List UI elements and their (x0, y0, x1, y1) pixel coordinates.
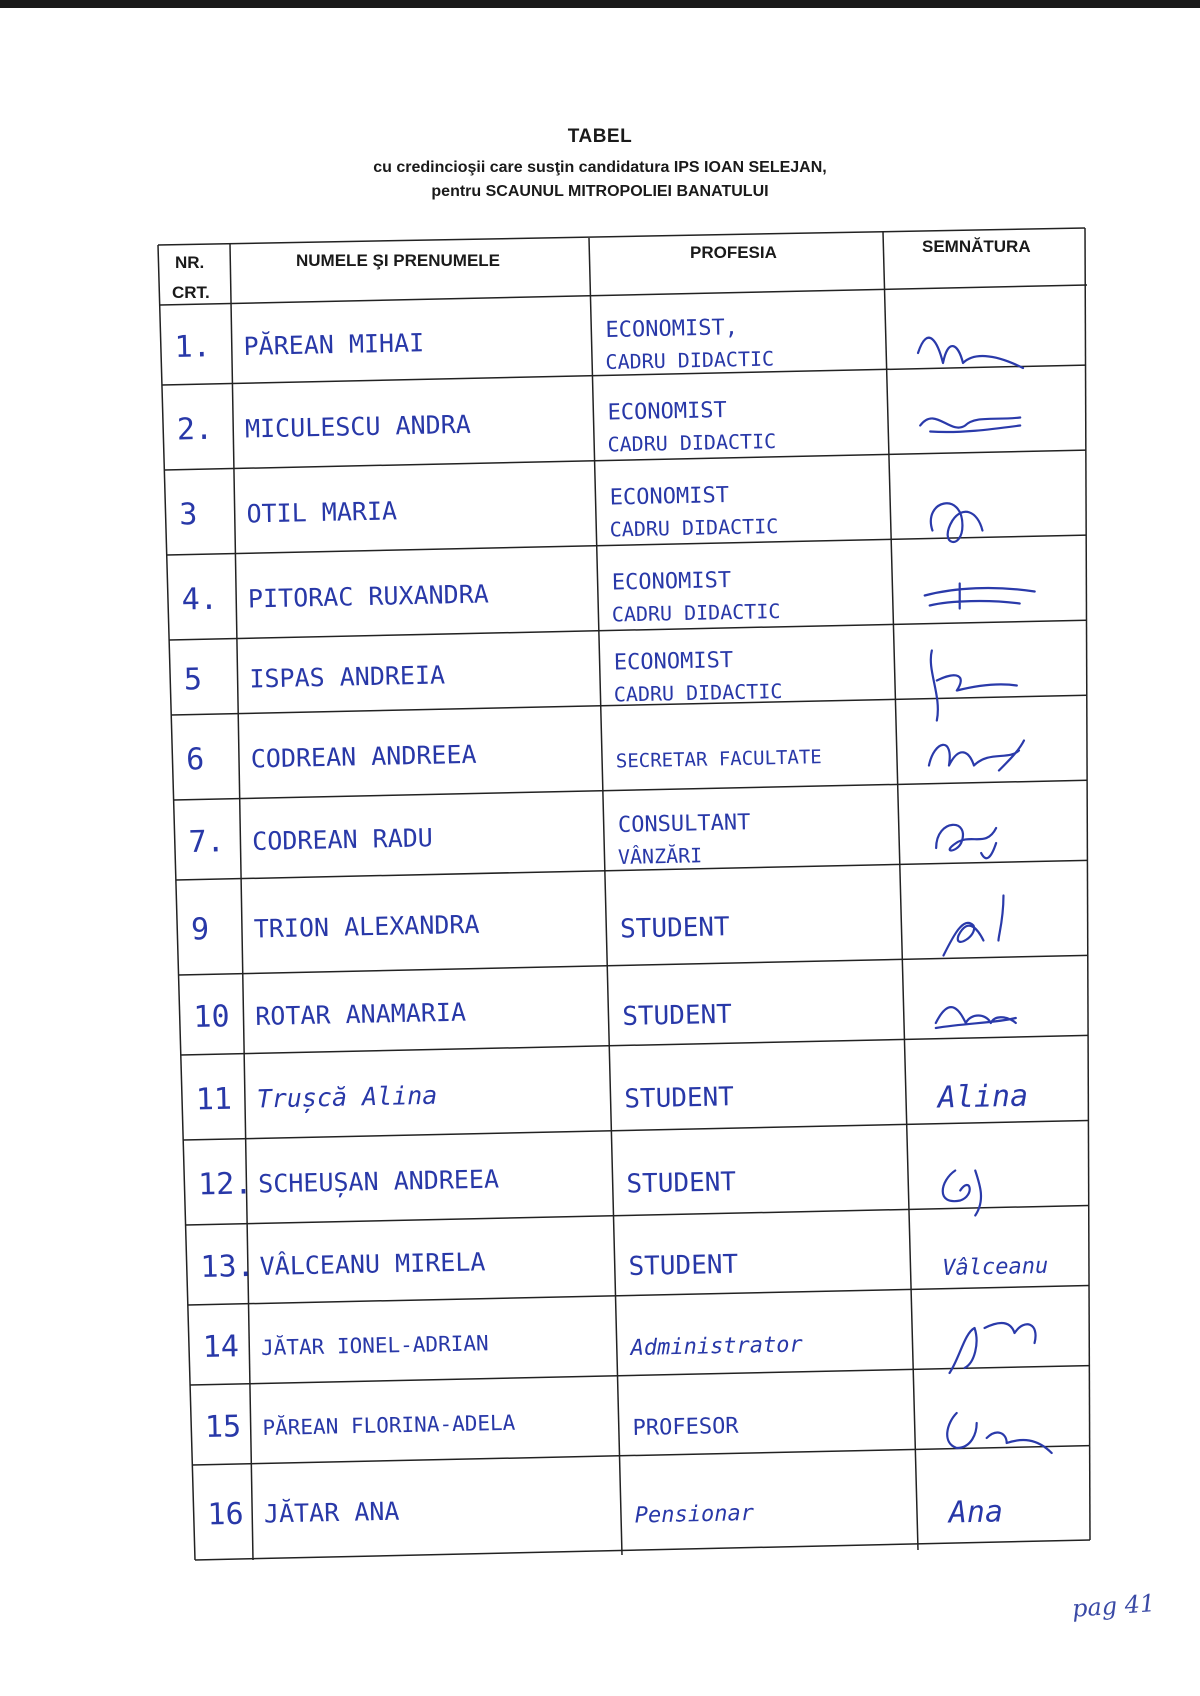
signature-scribble (936, 1007, 1016, 1028)
person-name: PĂREAN FLORINA-ADELA (262, 1410, 516, 1440)
row-divider (186, 1206, 1089, 1225)
table-row (167, 483, 1087, 555)
signature-scribble (918, 338, 1023, 368)
profession: STUDENT (626, 1167, 737, 1200)
person-name: PĂREAN MIHAI (243, 328, 425, 361)
signature: Ana (948, 1494, 1004, 1531)
document-title: TABEL (567, 126, 633, 147)
table-row (169, 568, 1086, 640)
row-divider (179, 955, 1088, 975)
row-divider (188, 1286, 1089, 1305)
profession-line-1: ECONOMIST (611, 568, 732, 596)
profession-line-2: CADRU DIDACTIC (611, 598, 781, 627)
table-row (162, 315, 1086, 385)
profession: SECRETAR FACULTATE (615, 746, 822, 773)
column-header-nr: NR. (175, 253, 205, 272)
profession-line-1: ECONOMIST, (605, 315, 739, 343)
person-name: JĂTAR IONEL-ADRIAN (260, 1331, 489, 1360)
profession-line-1: ECONOMIST (609, 483, 730, 511)
person-name: MICULESCU ANDRA (244, 409, 472, 444)
row-number: 2. (176, 411, 214, 448)
signature-scribble (929, 741, 1024, 771)
column-header-signature: SEMNĂTURA (922, 237, 1031, 256)
person-name: CODREAN RADU (251, 823, 434, 856)
person-name: ROTAR ANAMARIA (254, 997, 467, 1031)
table-row (171, 648, 1087, 720)
profession: STUDENT (624, 1082, 735, 1115)
profession-line-1: CONSULTANT (617, 810, 751, 838)
row-number: 14 (202, 1329, 240, 1365)
profession-line-2: CADRU DIDACTIC (609, 513, 779, 542)
row-divider (174, 780, 1088, 800)
profession-line-1: ECONOMIST (607, 398, 728, 426)
table-row (179, 896, 1088, 976)
profession: Administrator (630, 1332, 804, 1361)
person-name: PITORAC RUXANDRA (247, 579, 490, 614)
profession: PROFESOR (632, 1413, 739, 1441)
table-body (162, 315, 1090, 1532)
profession-line-2: CADRU DIDACTIC (613, 678, 783, 707)
table-row (207, 1494, 1003, 1532)
profession-line-2: VÂNZĂRI (617, 843, 703, 869)
row-number: 15 (204, 1409, 242, 1445)
profession: STUDENT (619, 912, 730, 945)
profession: STUDENT (621, 999, 733, 1032)
person-name: ISPAS ANDREIA (249, 660, 446, 694)
row-number: 10 (193, 999, 230, 1035)
row-number: 9 (190, 912, 210, 948)
person-name: JĂTAR ANA (263, 1496, 400, 1529)
table-row (164, 398, 1086, 470)
signature: Alina (937, 1078, 1029, 1116)
signature-scribble (936, 825, 996, 858)
table-row (183, 1079, 1088, 1140)
signature-scribble (943, 896, 1003, 956)
signature-scribble (931, 503, 983, 542)
row-number: 4. (181, 581, 219, 618)
table-row (174, 740, 1088, 800)
person-name: OTIL MARIA (246, 496, 398, 529)
profession-line-2: CADRU DIDACTIC (605, 346, 775, 374)
table-row (186, 1164, 1089, 1225)
table-row (190, 1323, 1089, 1385)
column-header-profession: PROFESIA (690, 243, 777, 262)
profession: STUDENT (628, 1249, 739, 1282)
page-number: pag 41 (1071, 1589, 1157, 1623)
document-subtitle-line-2: pentru SCAUNUL MITROPOLIEI BANATULUI (431, 183, 769, 200)
row-divider (190, 1366, 1089, 1385)
profession-line-2: CADRU DIDACTIC (607, 428, 777, 457)
person-name: Trușcă Alina (256, 1080, 438, 1114)
table-row (176, 810, 1088, 880)
person-name: CODREAN ANDREEA (250, 739, 477, 774)
row-number: 3 (178, 497, 198, 533)
row-number: 12. (197, 1166, 253, 1203)
row-number: 11 (195, 1081, 233, 1118)
row-number: 6 (185, 742, 205, 778)
table-row (181, 998, 1088, 1055)
signature-scribble (925, 584, 1035, 609)
signature-scribble (950, 1323, 1036, 1373)
row-number: 7. (188, 824, 226, 860)
person-name: SCHEUȘAN ANDREEA (257, 1164, 500, 1199)
profession: Pensionar (634, 1501, 755, 1529)
document-subtitle-line-1: cu credincioşii care susţin candidatura IPS IOAN SELEJAN, (373, 159, 827, 176)
person-name: VÂLCEANU MIRELA (259, 1247, 486, 1281)
table-row (192, 1409, 1089, 1465)
column-header-name: NUMELE ŞI PRENUMELE (296, 251, 501, 270)
signature-scribble (931, 651, 1017, 721)
signature: Vâlceanu (942, 1253, 1049, 1281)
row-number: 5 (183, 662, 203, 698)
row-divider (183, 1120, 1088, 1140)
column-header-crt: CRT. (172, 283, 210, 302)
person-name: TRION ALEXANDRA (253, 909, 480, 944)
table-row (188, 1247, 1089, 1305)
row-number: 1. (174, 329, 212, 365)
row-number: 13. (200, 1248, 256, 1285)
row-number: 16 (207, 1496, 244, 1533)
signature-scribble (920, 418, 1020, 433)
row-divider (181, 1035, 1088, 1055)
profession-line-1: ECONOMIST (613, 648, 734, 676)
